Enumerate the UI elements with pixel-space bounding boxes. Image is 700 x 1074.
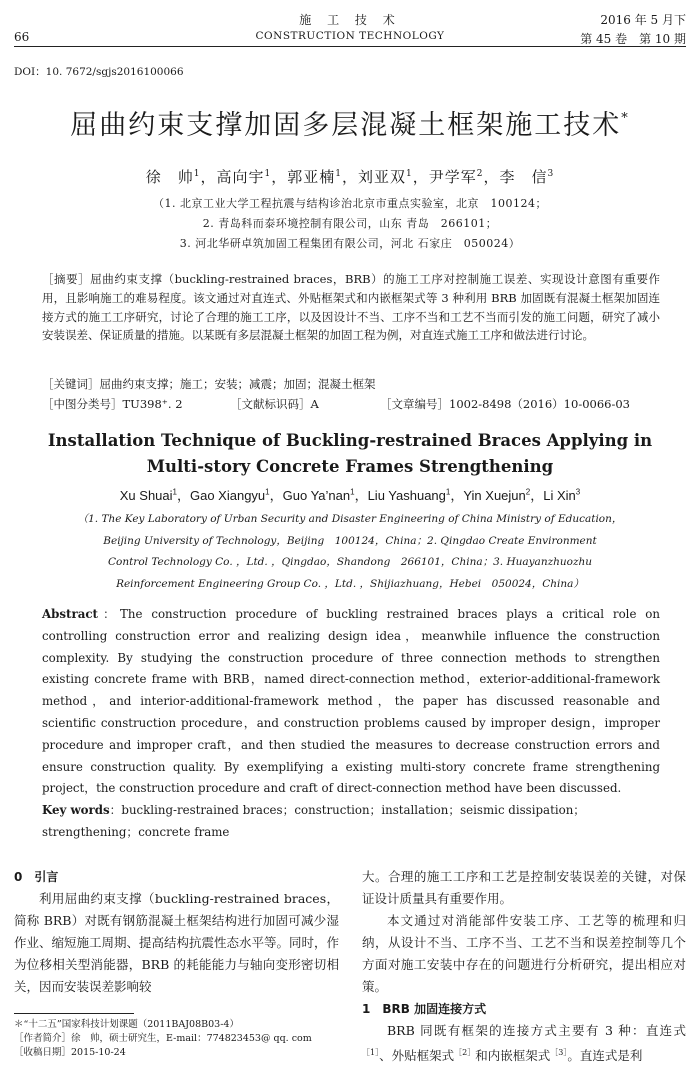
keywords-cn-text: 屈曲约束支撑；施工；安装；减震；加固；混凝土框架	[99, 377, 376, 391]
article-number	[380, 396, 630, 412]
affiliation-cn-2: 2. 青岛科而泰环境控制有限公司，山东 青岛 266101；	[202, 217, 498, 230]
title-cn-text: 屈曲约束支撑加固多层混凝土框架施工技术	[70, 110, 622, 141]
author-cn-sup: 1	[193, 169, 201, 179]
paragraph: 本文通过对消能部件安装工序、工艺等的梳理和归纳，从设计不当、工序不当、工艺不当和误差控制等几个方面对施工安装中存在的问题进行分析研究，提出相应对策。	[362, 913, 686, 994]
journal-title-en: CONSTRUCTION TECHNOLOGY	[255, 30, 445, 42]
title-cn	[0, 103, 700, 142]
affiliation-cn-1: （1. 北京工业大学工程抗震与结构诊治北京市重点实验室，北京 100124；	[153, 197, 547, 210]
keywords-en-text: ：buckling-restrained braces；construction；installation；seismic dissipation；strengthening；concrete frame	[42, 803, 586, 839]
author-cn-sup: 1	[264, 169, 272, 179]
citation[interactable]: ［3］	[550, 1048, 568, 1057]
section-heading-1	[362, 998, 686, 1020]
footnote-rule	[14, 1013, 134, 1014]
keywords-cn-label: ［关键词］	[42, 377, 100, 391]
section-number: 1	[362, 1002, 371, 1016]
title-cn-mark: *	[621, 111, 630, 126]
keywords-en	[42, 800, 660, 844]
footnote-author: ［作者简介］徐 帅，硕士研究生，E-mail：774823453@ qq. com	[14, 1033, 312, 1044]
author-cn: 尹学军	[428, 168, 477, 186]
author-en: Xu Shuai	[119, 488, 173, 503]
paragraph: 利用屈曲约束支撑（buckling-restrained braces，简称 BRB）对既有钢筋混凝土框架结构进行加固可减少湿作业、缩短施工周期、提高结构抗震性态水平等。同时，作为位移相关型消能器，BRB 的耗能能力与轴向变形密切相关，因而安装误差影响较	[14, 891, 340, 994]
author-cn: 刘亚双	[358, 168, 407, 186]
abstract-en-label: Abstract	[42, 607, 98, 621]
doi: DOI：10. 7672/sgjs2016100066	[14, 66, 184, 78]
header-rule	[14, 46, 686, 47]
author-cn: 徐 帅	[145, 168, 194, 186]
section-title: 引言	[34, 870, 59, 884]
author-cn: 郭亚楠	[287, 168, 336, 186]
abstract-cn-text: 屈曲约束支撑（buckling-restrained braces，BRB）的施工工序对控制施工误差、实现设计意图有重要作用，且影响施工的难易程度。该文通过对直连式、外贴框架式和内嵌框架式等 3 种利用 BRB 加固既有混凝土框架加固连接方式的施工工序研究，讨论了合理的施工工序，以及因设计不当、工序不当和工艺不当而引发的施工问题，研究了减小安装误差、保证质量的措施。以某既有多层混凝土框架的加固工程为例，对直连式施工工序和做法进行讨论。	[42, 272, 660, 343]
author-en: Gao Xiangyu	[190, 488, 266, 503]
text-run: 、外贴框架式	[379, 1048, 455, 1064]
doc-value: A	[310, 397, 319, 411]
author-cn: 高向宇	[216, 168, 265, 186]
clc-label: ［中图分类号］	[42, 397, 123, 411]
citation[interactable]: ［1］	[362, 1048, 380, 1057]
abstract-en-text: ：The construction procedure of buckling restrained braces plays a critical role on controlling construction error and realizing design idea，meanwhile influence the construction complexity. By studying the construction procedure of three connection methods to strengthen existing concrete frame with BRB，named direct-connection method，exterior-additional-framework method，and interior-additional-framework method，the paper has discussed reasonable and scientific construction procedure，and construction problems caused by improper design，improper procedure and improper craft，and then studied the measures to decrease construction errors and ensure construction quality. By exemplifying a existing multi-story concrete frame strengthening project，the construction procedure and craft of direct-connection method have been discussed.	[42, 607, 660, 796]
author-en-sup: 3	[575, 487, 581, 497]
author-en-sup: 1	[172, 487, 177, 497]
paragraph	[362, 1020, 686, 1067]
affiliation-en-line: Reinforcement Engineering Group Co. ，Ltd. ，Shijiazhuang，Hebei 050024，China）	[116, 577, 584, 590]
document-code	[230, 396, 319, 412]
page-number: 66	[14, 30, 30, 44]
authors-cn: 徐 帅$^1$，高向宇$^1$，郭亚楠$^1$，刘亚双$^1$，尹学军$^2$，李 信$^3$	[145, 168, 555, 186]
issue-volume: 第 45 卷 第 10 期	[580, 32, 686, 46]
journal-title-cn: 施 工 技 术	[299, 13, 401, 27]
abstract-cn-label: ［摘要］	[42, 272, 91, 286]
keywords-cn	[42, 376, 660, 392]
author-en-sup: 2	[525, 487, 531, 497]
affiliation-cn-3: 3. 河北华研卓筑加固工程集团有限公司，河北 石家庄 050024）	[179, 237, 521, 250]
paragraph: 大。合理的施工工序和工艺是控制安装误差的关键，对保证设计质量具有重要作用。	[362, 869, 686, 906]
body-right-column	[362, 866, 686, 1067]
footnotes	[14, 1018, 344, 1060]
section-number: 0	[14, 870, 23, 884]
doc-label: ［文献标识码］	[230, 397, 311, 411]
author-en-sup: 1	[350, 487, 355, 497]
footnote-received: ［收稿日期］2015-10-24	[14, 1047, 126, 1058]
section-heading-intro	[14, 866, 339, 888]
author-en: Yin Xuejun	[463, 488, 526, 503]
affiliation-en-line: Control Technology Co. ，Ltd. ，Qingdao，Shandong 266101，China；3. Huayanzhuozhu	[107, 556, 593, 568]
abstract-cn	[42, 270, 660, 345]
author-cn-sup: 1	[406, 169, 413, 179]
author-cn-sup: 3	[547, 169, 555, 179]
keywords-en-label: Key words	[42, 803, 110, 817]
issue-date: 2016 年 5 月下	[600, 13, 686, 27]
section-title: BRB 加固连接方式	[382, 1002, 487, 1016]
text-run: 和内嵌框架式	[475, 1048, 551, 1064]
citation[interactable]: ［2］	[454, 1048, 476, 1057]
affiliations-en	[60, 509, 640, 595]
abstract-en	[42, 604, 660, 800]
affiliation-en-line: （1. The Key Laboratory of Urban Security and Disaster Engineering of China Ministry of Education，	[77, 513, 623, 525]
author-cn: 李 信	[499, 168, 548, 186]
article-label: ［文章编号］	[380, 397, 449, 411]
text-run: 。直连式是利	[567, 1048, 643, 1064]
author-en-sup: 1	[265, 487, 270, 497]
author-en: Li Xin	[543, 488, 576, 503]
footnote-funding: ＊“十二五”国家科技计划课题（2011BAJ08B03-4）	[14, 1019, 239, 1030]
title-en: Installation Technique of Buckling-restrained Braces Applying in Multi-story Concrete Frames Strengthening	[47, 431, 653, 476]
author-cn-sup: 1	[335, 169, 342, 179]
body-left-column	[14, 866, 339, 998]
clc-value: TU398⁺. 2	[122, 397, 183, 411]
text-run: BRB 同既有框架的连接方式主要有 3 种：直连式	[387, 1023, 686, 1038]
article-value: 1002-8498（2016）10-0066-03	[449, 397, 630, 411]
author-en: Guo Ya’nan	[282, 488, 351, 503]
authors-en: Xu Shuai$^1$，Gao Xiangyu$^1$，Guo Ya’nan$^1$，Liu Yashuang$^1$，Yin Xuejun$^2$，Li Xin$^3$	[119, 487, 581, 503]
clc-number	[42, 396, 183, 412]
author-en: Liu Yashuang	[367, 488, 446, 503]
author-cn-sup: 2	[476, 169, 484, 179]
affiliation-en-line: Beijing University of Technology，Beijing 100124，China；2. Qingdao Create Environment	[103, 534, 597, 547]
author-en-sup: 1	[445, 487, 451, 497]
